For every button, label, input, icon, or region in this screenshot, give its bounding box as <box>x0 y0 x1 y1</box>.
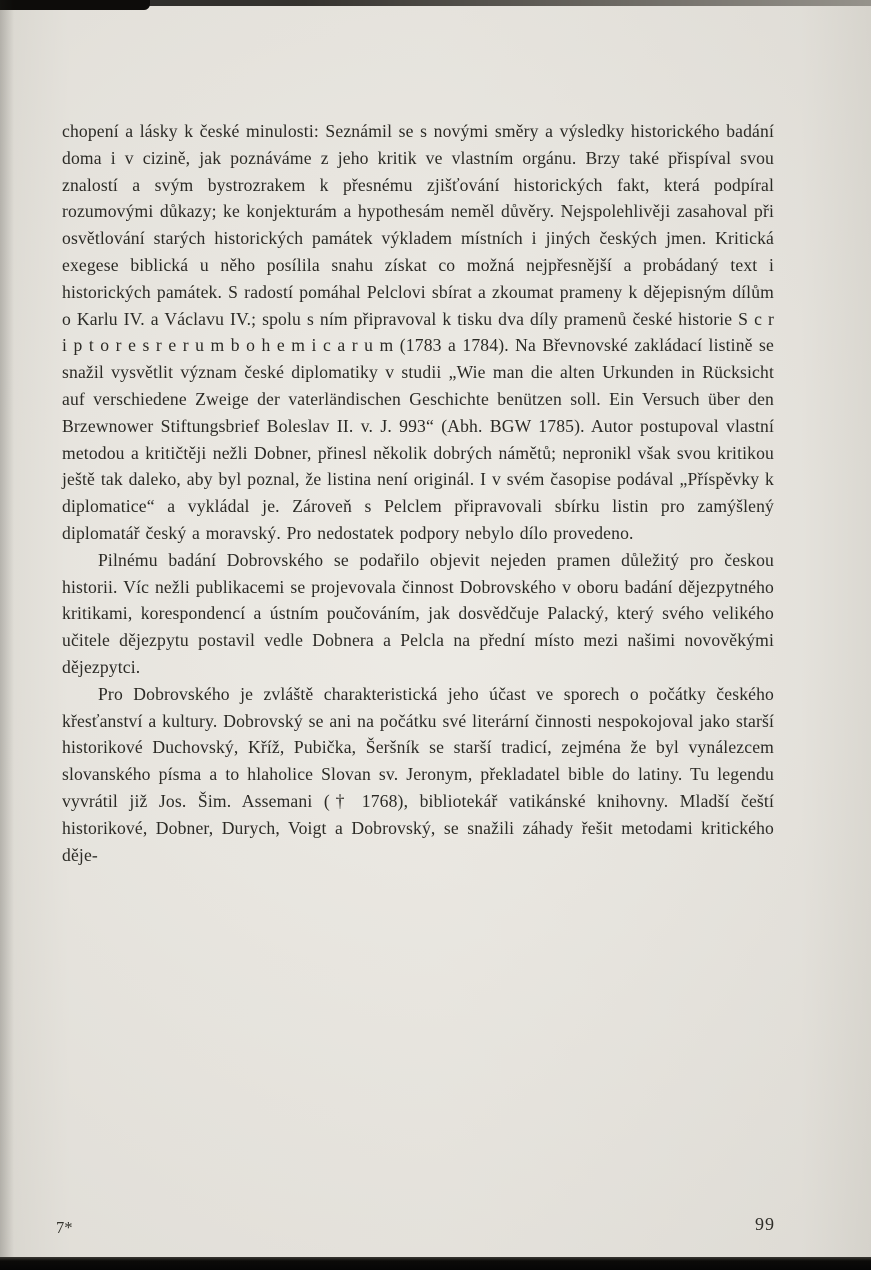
paragraph: chopení a lásky k české minulosti: Seznámil se s novými směry a výsledky historického badání doma i v cizině, jak poznáváme z jeho kritik ve vlastním orgánu. Brzy také přispíval svou znalostí a svým bystrozrakem k přesnému zjišťování historických fakt, která podpíral rozumovými důkazy; ke konjekturám a hypothesám neměl důvěry. Nejspolehlivěji zasahoval při osvětlování starých historických památek výkladem místních i jiných českých jmen. Kritická exegese biblická u něho posílila snahu získat co možná nejpřesnější a probádaný text i historických památek. S radostí pomáhal Pelclovi sbírat a zkoumat prameny k dějepisným dílům o Karlu IV. a Václavu IV.; spolu s ním připravoval k tisku dva díly pramenů české historie S c r i p t o r e s r e r u m b o h e m i c a r u m (1783 a 1784). Na Břevnovské zakládací listině se snažil vysvětlit význam české diplomatiky v studii „Wie man die alten Urkunden in Rücksicht auf verschiedene Zweige der vaterländischen Geschichte benützen soll. Ein Versuch über den Brzewnower Stiftungsbrief Boleslav II. v. J. 993“ (Abh. BGW 1785). Autor postupoval vlastní metodou a kritičtěji nežli Dobner, přinesl několik dobrých námětů; nepronikl však svou kritikou ještě tak daleko, aby byl poznal, že listina není originál. I v svém časopise podával „Příspěvky k diplomatice“ a vykládal je. Zároveň s Pelclem připravovali sbírku listin pro zamýšlený diplomatář český a moravský. Pro nedostatek podpory nebylo dílo provedeno. <box>62 121 774 543</box>
printer-signature: 7* <box>56 1218 73 1237</box>
scan-left-shadow <box>0 0 14 1270</box>
paragraph: Pro Dobrovského je zvláště charakteristická jeho účast ve sporech o počátky českého křesťanství a kultury. Dobrovský se ani na počátku své literární činnosti nespokojoval jako starší historikové Duchovský, Kříž, Pubička, Šeršník se starší tradicí, zejména že byl vynálezcem slovanského písma a to hlaholice Slovan sv. Jeronym, překladatel bible do latiny. Tu legendu vyvrátil již Jos. Šim. Assemani († 1768), bibliotekář vatikánské knihovny. Mladší čeští historikové, Dobner, Durych, Voigt a Dobrovský, se snažili záhady řešit metodami kritického děje- <box>62 683 774 865</box>
paragraph: Pilnému badání Dobrovského se podařilo objevit nejeden pramen důležitý pro českou historii. Víc nežli publikacemi se projevovala činnost Dobrovského v oboru badání dějezpytného kritikami, korespondencí a ústním poučováním, jak dosvědčuje Palacký, který svého velikého učitele dějezpytu postavil vedle Dobnera a Pelcla na přední místo mezi našimi novověkými dějezpytci. <box>62 549 774 677</box>
page-number: 99 <box>755 1214 775 1234</box>
scan-top-left-blotch <box>0 0 150 10</box>
text-block <box>62 118 774 868</box>
scan-bottom-edge <box>0 1257 871 1270</box>
